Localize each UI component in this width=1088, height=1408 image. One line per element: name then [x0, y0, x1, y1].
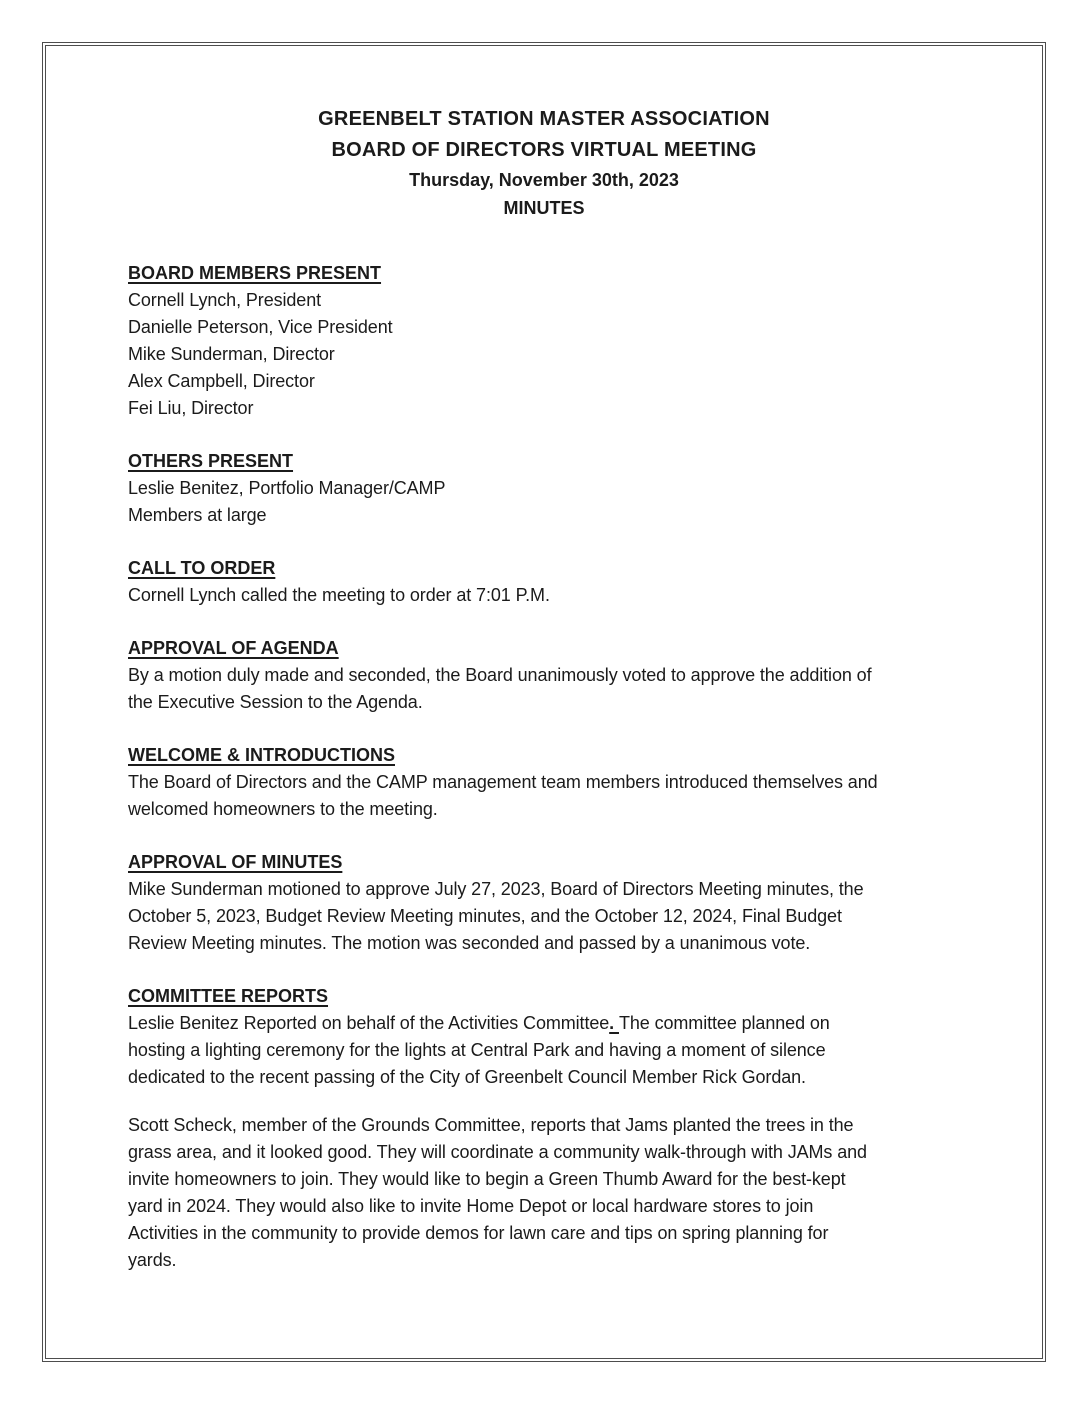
section-committee-reports [128, 983, 960, 1274]
paragraph [128, 1010, 960, 1091]
text-line: Members at large [128, 505, 267, 525]
text-line: dedicated to the recent passing of the City of Greenbelt Council Member Rick Gordan. [128, 1067, 806, 1087]
document-title-line-1: GREENBELT STATION MASTER ASSOCIATION [318, 108, 770, 130]
document-page [128, 104, 960, 1274]
text-line: yards. [128, 1250, 177, 1270]
text-line: Cornell Lynch, President [128, 290, 322, 310]
text-line: Danielle Peterson, Vice President [128, 317, 393, 337]
paragraph [128, 876, 960, 957]
document-minutes-label: MINUTES [503, 198, 585, 218]
text-line: Fei Liu, Director [128, 398, 254, 418]
text-run: . [609, 1013, 619, 1033]
text-line: Mike Sunderman, Director [128, 344, 335, 364]
document-date-line: Thursday, November 30th, 2023 [409, 170, 679, 190]
text-line: grass area, and it looked good. They will coordinate a community walk-through with JAMs and [128, 1142, 867, 1162]
section-heading: OTHERS PRESENT [128, 451, 294, 471]
paragraph [128, 287, 960, 422]
text-line: hosting a lighting ceremony for the lights at Central Park and having a moment of silence [128, 1040, 826, 1060]
text-line: invite homeowners to join. They would like to begin a Green Thumb Award for the best-kept [128, 1169, 846, 1189]
section-heading: COMMITTEE REPORTS [128, 986, 329, 1006]
section-heading: APPROVAL OF MINUTES [128, 852, 343, 872]
paragraph [128, 582, 960, 609]
paragraph [128, 1112, 960, 1274]
text-run: Leslie Benitez Reported on behalf of the Activities Committee [128, 1013, 610, 1033]
text-line: yard in 2024. They would also like to invite Home Depot or local hardware stores to join [128, 1196, 814, 1216]
text-line: Cornell Lynch called the meeting to order at 7:01 P.M. [128, 585, 550, 605]
document-header [128, 104, 960, 222]
text-line: the Executive Session to the Agenda. [128, 692, 423, 712]
section-call-to-order [128, 555, 960, 609]
section-board-members-present [128, 260, 960, 422]
text-line: Scott Scheck, member of the Grounds Committee, reports that Jams planted the trees in the [128, 1115, 854, 1135]
section-heading: BOARD MEMBERS PRESENT [128, 263, 382, 283]
text-line: Leslie Benitez, Portfolio Manager/CAMP [128, 478, 446, 498]
text-line: Alex Campbell, Director [128, 371, 315, 391]
text-line: Mike Sunderman motioned to approve July 27, 2023, Board of Directors Meeting minutes, the [128, 879, 864, 899]
document-title-line-2: BOARD OF DIRECTORS VIRTUAL MEETING [331, 139, 757, 161]
text-line: welcomed homeowners to the meeting. [128, 799, 438, 819]
section-approval-of-minutes [128, 849, 960, 957]
document-sections [128, 260, 960, 1274]
section-heading: CALL TO ORDER [128, 558, 276, 578]
section-others-present [128, 448, 960, 529]
text-run: The committee planned on [618, 1013, 830, 1033]
section-heading: WELCOME & INTRODUCTIONS [128, 745, 395, 765]
text-line: By a motion duly made and seconded, the Board unanimously voted to approve the addition of [128, 665, 872, 685]
paragraph [128, 769, 960, 823]
paragraph [128, 662, 960, 716]
text-line [128, 1010, 960, 1037]
paragraph [128, 475, 960, 529]
text-line: The Board of Directors and the CAMP management team members introduced themselves and [128, 772, 878, 792]
section-heading: APPROVAL OF AGENDA [128, 638, 339, 658]
section-approval-of-agenda [128, 635, 960, 716]
text-line: Review Meeting minutes. The motion was seconded and passed by a unanimous vote. [128, 933, 811, 953]
section-welcome-introductions [128, 742, 960, 823]
text-line: October 5, 2023, Budget Review Meeting minutes, and the October 12, 2024, Final Budget [128, 906, 842, 926]
text-line: Activities in the community to provide demos for lawn care and tips on spring planning for [128, 1223, 829, 1243]
